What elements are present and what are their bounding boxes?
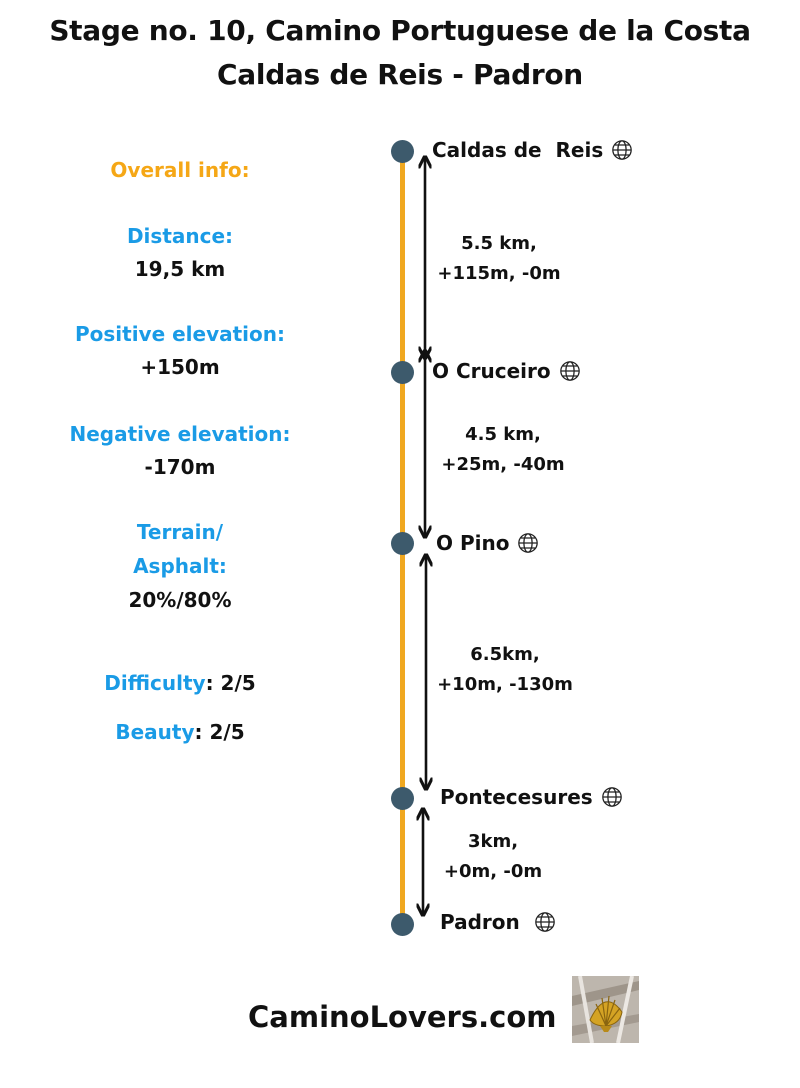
page-subtitle: Caldas de Reis - Padron xyxy=(217,58,583,91)
stop-label-padron xyxy=(440,910,556,934)
globe-icon[interactable] xyxy=(601,786,623,808)
stop-label-cruceiro xyxy=(432,359,581,383)
segment-label xyxy=(418,420,588,480)
stop-label-caldas xyxy=(432,138,633,162)
segment-elevation: +25m, -40m xyxy=(441,454,565,475)
globe-icon[interactable] xyxy=(559,360,581,382)
site-name[interactable]: CaminoLovers.com xyxy=(248,1000,557,1034)
globe-icon[interactable] xyxy=(611,139,633,161)
segment-elevation: +0m, -0m xyxy=(443,861,543,882)
difficulty-value: : 2/5 xyxy=(205,671,256,695)
beauty-value: : 2/5 xyxy=(194,720,245,744)
segment-distance: 5.5 km, xyxy=(461,233,537,254)
positive-elevation-value: +150m xyxy=(140,355,220,379)
stop-label-pontecesures xyxy=(440,785,623,809)
globe-icon[interactable] xyxy=(534,911,556,933)
stop-label-pino xyxy=(436,531,539,555)
stop-name: Pontecesures xyxy=(440,785,593,809)
beauty-label: Beauty xyxy=(115,720,195,744)
segment-label xyxy=(420,640,590,700)
terrain-label: Terrain/ xyxy=(136,520,224,544)
asphalt-label: Asphalt: xyxy=(133,554,227,578)
segment-distance: 3km, xyxy=(467,831,519,852)
segment-elevation: +115m, -0m xyxy=(437,263,561,284)
segment-distance: 4.5 km, xyxy=(465,424,541,445)
stop-name: Caldas de Reis xyxy=(432,138,604,162)
stop-name: O Pino xyxy=(436,531,510,555)
segment-elevation: +10m, -130m xyxy=(437,674,573,695)
difficulty-label: Difficulty xyxy=(104,671,206,695)
segment-label xyxy=(408,827,578,887)
segment-label xyxy=(414,229,584,289)
positive-elevation-label: Positive elevation: xyxy=(74,322,286,346)
stop-name: Padron xyxy=(440,910,520,934)
terrain-value: 20%/80% xyxy=(128,588,232,612)
segment-distance: 6.5km, xyxy=(470,644,540,665)
distance-value: 19,5 km xyxy=(134,257,226,281)
overall-info-heading: Overall info: xyxy=(110,158,250,182)
distance-label: Distance: xyxy=(126,224,234,248)
stop-name: O Cruceiro xyxy=(432,359,551,383)
page-title: Stage no. 10, Camino Portuguese de la Costa xyxy=(49,14,751,47)
scallop-shell-logo xyxy=(572,976,639,1043)
globe-icon[interactable] xyxy=(517,532,539,554)
negative-elevation-value: -170m xyxy=(144,455,216,479)
negative-elevation-label: Negative elevation: xyxy=(69,422,291,446)
